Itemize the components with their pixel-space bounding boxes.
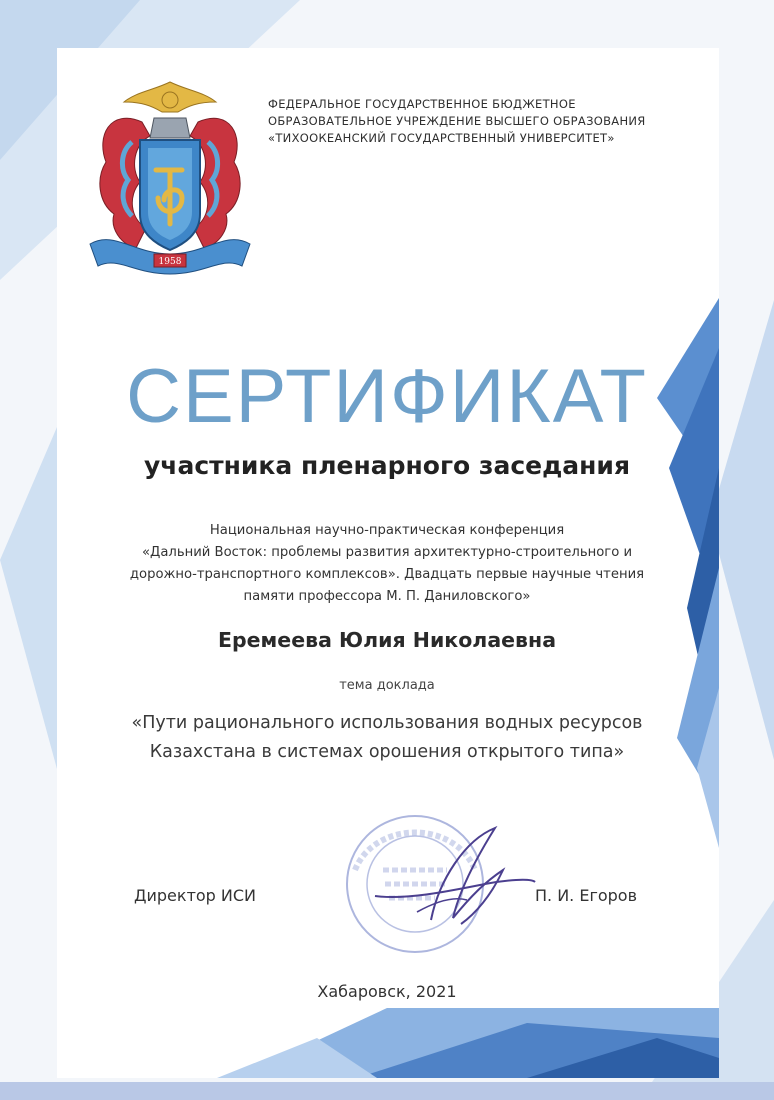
conference-line: дорожно-транспортного комплексов». Двадцать первые научные чтения — [129, 567, 645, 582]
emblem-year: 1958 — [158, 257, 182, 267]
conference-line: «Дальний Восток: проблемы развития архитектурно-строительного и — [141, 545, 633, 560]
signatory-position: Директор ИСИ — [134, 886, 257, 905]
report-topic-line: «Пути рационального использования водных ресурсов — [131, 713, 643, 733]
scan-bottom-strip — [0, 1082, 774, 1100]
university-emblem — [84, 78, 256, 283]
signatory-name: П. И. Егоров — [535, 886, 638, 905]
certificate-title: СЕРТИФИКАТ — [126, 354, 648, 439]
organization-line: ФЕДЕРАЛЬНОЕ ГОСУДАРСТВЕННОЕ БЮДЖЕТНОЕ — [268, 97, 576, 111]
report-topic-line: Казахстана в системах орошения открытого типа» — [149, 742, 625, 762]
place-and-year: Хабаровск, 2021 — [317, 982, 457, 1001]
organization-line: ОБРАЗОВАТЕЛЬНОЕ УЧРЕЖДЕНИЕ ВЫСШЕГО ОБРАЗОВАНИЯ — [268, 114, 646, 128]
certificate-subtitle: участника пленарного заседания — [143, 451, 630, 480]
report-topic — [90, 709, 684, 767]
conference-line: памяти профессора М. П. Даниловского» — [243, 589, 531, 604]
conference-line: Национальная научно-практическая конференция — [209, 523, 565, 538]
report-topic-label: тема доклада — [339, 678, 435, 693]
participant-name: Еремеева Юлия Николаевна — [217, 628, 557, 652]
conference-description — [100, 520, 674, 608]
seal-and-signature — [335, 800, 565, 960]
organization-line: «ТИХООКЕАНСКИЙ ГОСУДАРСТВЕННЫЙ УНИВЕРСИТЕТ» — [268, 131, 615, 145]
organization-name — [268, 96, 708, 147]
